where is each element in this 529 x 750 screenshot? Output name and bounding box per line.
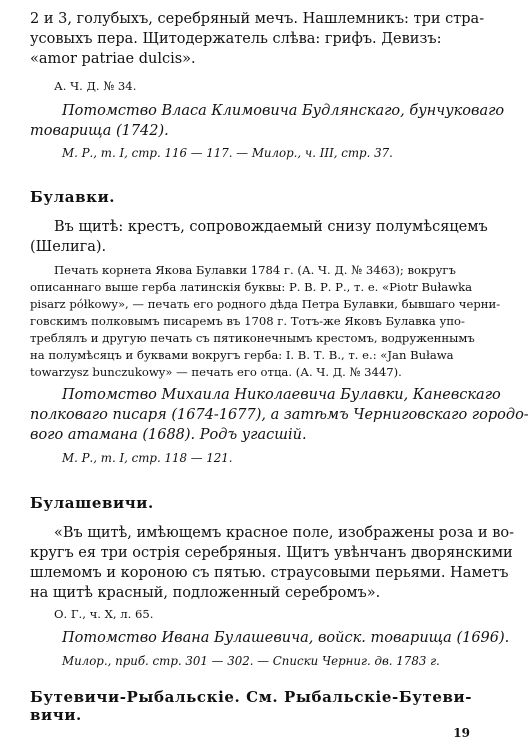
small-text-line: треблялъ и другую печать съ пятиконечнымъ крестомъ, водруженнымъ [30,331,475,345]
source-reference: М. Р., т. I, стр. 118 — 121. [62,451,233,465]
lineage-text: вого атамана (1688). Родъ угасшій. [30,427,307,443]
archive-reference: О. Г., ч. X, л. 65. [54,607,154,621]
small-text-line: towarzysz bunczukowy» — печать его отца. (А. Ч. Д. № 3447). [30,365,402,379]
archive-reference: А. Ч. Д. № 34. [54,79,137,93]
section-heading-bulashevichi: Булашевичи. [30,494,154,512]
small-text-line: говскимъ полковымъ писаремъ въ 1708 г. Тотъ-же Яковъ Булавка упо- [30,314,465,328]
small-text-line: Печать корнета Якова Булавки 1784 г. (А. Ч. Д. № 3463); вокругъ [54,263,456,277]
text-line: кругъ ея три острія серебряныя. Щитъ увѣнчанъ дворянскими [30,545,513,561]
text-line: 2 и 3, голубыхъ, серебряный мечъ. Нашлемникъ: три стра- [30,11,485,27]
small-text-line: pisarz półkowy», — печать его родного дѣда Петра Булавки, бывшаго черни- [30,297,501,311]
cross-reference-heading: вичи. [30,706,82,724]
lineage-text: Потомство Михаила Николаевича Булавки, Каневскаго [62,387,501,403]
text-line: Въ щитѣ: крестъ, сопровождаемый снизу полумѣсяцемъ [54,219,488,235]
small-text-line: описаннаго выше герба латинскія буквы: Р. В. Р. Р., т. е. «Piotr Buławka [30,280,473,294]
text-line: «Въ щитѣ, имѣющемъ красное поле, изображены роза и во- [54,525,515,541]
cross-reference-heading: Бутевичи-Рыбальскіе. См. Рыбальскіе-Бутеви- [30,688,473,706]
text-line: усовыхъ пера. Щитодержатель слѣва: грифъ. Девизъ: [30,31,442,47]
lineage-text: товарища (1742). [30,123,169,139]
text-line: «amor patriae dulcis». [30,51,196,67]
text-line: (Шелига). [30,239,107,255]
small-text-line: на полумѣсяцъ и буквами вокругъ герба: I. В. Т. В., т. е.: «Jan Buława [30,348,454,362]
section-heading-bulavki: Булавки. [30,188,116,206]
text-line: шлемомъ и короною съ пятью. страусовыми перьями. Наметъ [30,565,509,581]
page-number: 19 [453,726,470,740]
source-reference: Милор., приб. стр. 301 — 302. — Списки Черниг. дв. 1783 г. [62,654,440,668]
lineage-text: полковаго писаря (1674-1677), а затѣмъ Черниговскаго городо- [30,407,529,423]
text-line: на щитѣ красный, подложенный серебромъ». [30,585,381,601]
source-reference: М. Р., т. I, стр. 116 — 117. — Милор., ч. III, стр. 37. [62,146,393,160]
lineage-text: Потомство Власа Климовича Будлянскаго, бунчуковаго [62,103,505,119]
lineage-text: Потомство Ивана Булашевича, войск. товарища (1696). [62,630,510,646]
